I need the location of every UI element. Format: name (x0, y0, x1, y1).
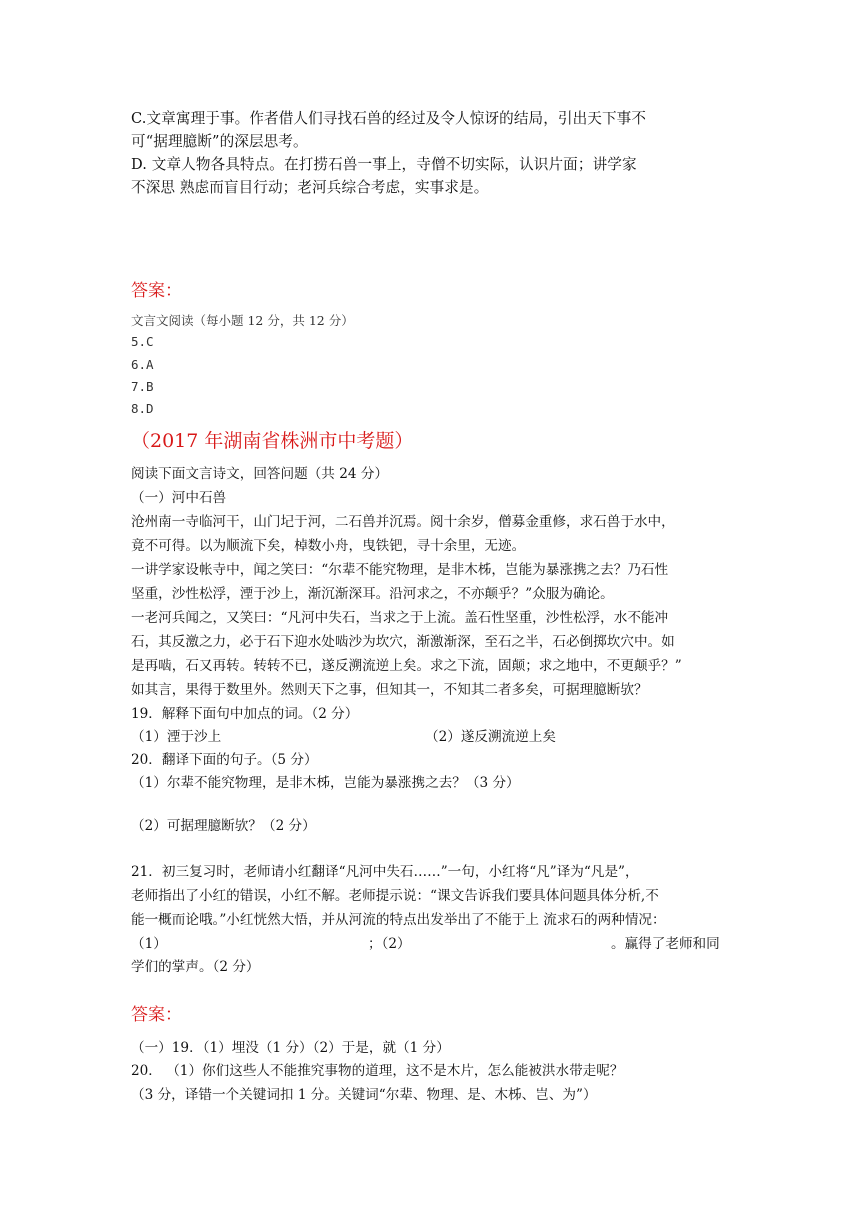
option-d-line-1: D. 文章人物各具特点。在打捞石兽一事上，寺僧不切实际，认识片面；讲学家 (131, 156, 637, 173)
question-19-part-2: （2）遂反溯流逆上矣 (425, 729, 556, 745)
option-c-line-2: 可“据理臆断”的深层思考。 (131, 133, 308, 150)
answer-item: 5.C (131, 334, 154, 349)
question-20-part-2: （2）可据理臆断欤？（2 分） (131, 818, 316, 834)
question-21-blank-2-label: ；（2） (368, 936, 411, 952)
answer-heading-2: 答案： (131, 1005, 182, 1025)
answer-2-line-2: 20． （1）你们这些人不能推究事物的道理，这不是木片，怎么能被洪水带走呢？ (131, 1063, 624, 1079)
reading-part-title: （一）河中石兽 (131, 490, 227, 506)
question-21-blank-1-label: （1） (131, 936, 167, 952)
answer-item: 6.A (131, 357, 154, 372)
answer-item: 8.D (131, 401, 154, 416)
reading-instruction: 阅读下面文言诗文，回答问题（共 24 分） (131, 466, 389, 482)
question-19-stem: 19．解释下面句中加点的词。（2 分） (131, 706, 359, 722)
answer-heading-1: 答案： (131, 281, 182, 301)
question-20-stem: 20．翻译下面的句子。（5 分） (131, 752, 318, 768)
reading-text-line: 是再啮，石又再转。转转不已，遂反溯流逆上矣。求之下流，固颠；求之地中，不更颠乎？” (131, 658, 682, 674)
question-21-line-2: 老师指出了小红的错误，小红不解。老师提示说：“课文告诉我们要具体问题具体分析,不 (131, 888, 659, 904)
option-c-line-1: C.文章寓理于事。作者借人们寻找石兽的经过及令人惊讶的结局，引出天下事不 (131, 110, 647, 127)
question-21-line-4-tail: 。赢得了老师和同 (611, 936, 720, 952)
answer-item: 7.B (131, 379, 154, 394)
answer-2-line-1: （一）19．（1）埋没（1 分）（2）于是，就（1 分） (131, 1040, 450, 1056)
answer-intro: 文言文阅读（每小题 12 分，共 12 分） (131, 313, 354, 328)
question-21-line-3: 能一概而论哦。”小红恍然大悟，并从河流的特点出发举出了不能于上 流求石的两种情况： (131, 912, 666, 928)
reading-text-line: 一讲学家设帐寺中，闻之笑曰：“尔辈不能究物理，是非木柹，岂能为暴涨携之去？乃石性 (131, 562, 669, 578)
reading-text-line: 坚重，沙性松浮，湮于沙上，渐沉渐深耳。沿河求之，不亦颠乎？”众服为确论。 (131, 586, 614, 602)
question-20-part-1: （1）尔辈不能究物理，是非木柹，岂能为暴涨携之去？（3 分） (131, 775, 520, 791)
exam-title: （2017 年湖南省株洲市中考题） (131, 430, 414, 452)
question-19-part-1: （1）湮于沙上 (131, 729, 222, 745)
reading-text-line: 如其言，果得于数里外。然则天下之事，但知其一，不知其二者多矣，可据理臆断欤？ (131, 682, 648, 698)
option-d-line-2: 不深思 熟虑而盲目行动；老河兵综合考虑，实事求是。 (131, 179, 489, 196)
reading-text-line: 沧州南一寺临河干，山门圮于河，二石兽并沉焉。阅十余岁，僧募金重修，求石兽于水中， (131, 514, 675, 530)
reading-text-line: 竟不可得。以为顺流下矣，棹数小舟，曳铁钯，寻十余里，无迹。 (131, 538, 526, 554)
answer-2-line-3: （3 分，译错一个关键词扣 1 分。关键词“尔辈、物理、是、木柹、岂、为”） (131, 1087, 597, 1103)
question-21-line-5: 学们的掌声。（2 分） (131, 959, 260, 975)
question-21-line-1: 21．初三复习时，老师请小红翻译“凡河中失石……”一句，小红将“凡”译为“凡是”， (131, 864, 639, 880)
reading-text-line: 石，其反激之力，必于石下迎水处啮沙为坎穴，渐激渐深，至石之半，石必倒掷坎穴中。如 (131, 634, 675, 650)
reading-text-line: 一老河兵闻之，又笑曰：“凡河中失石，当求之于上流。盖石性坚重，沙性松浮，水不能冲 (131, 610, 669, 626)
